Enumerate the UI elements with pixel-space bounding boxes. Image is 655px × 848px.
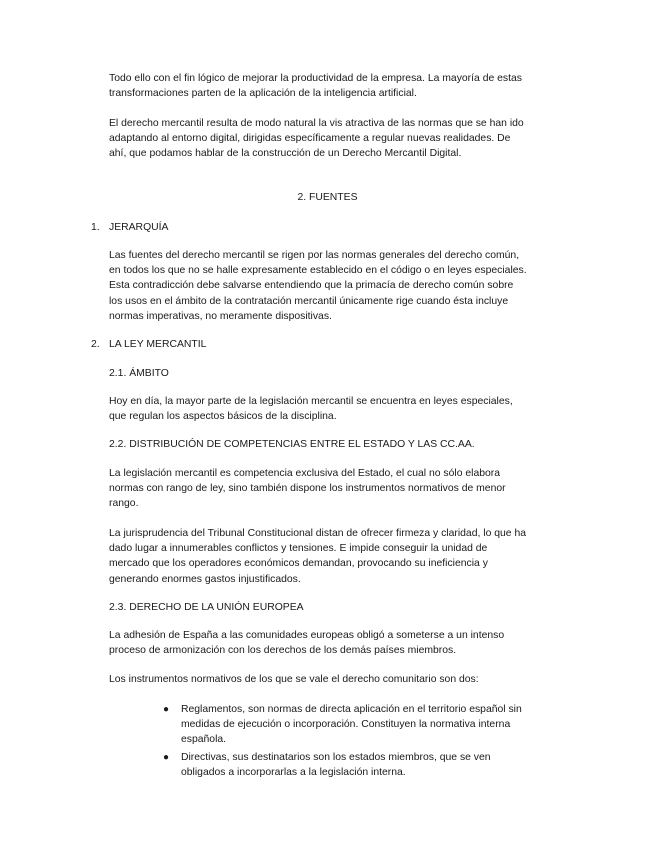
subheading-2-2: 2.2. DISTRIBUCIÓN DE COMPETENCIAS ENTRE EL ESTADO Y LAS CC.AA. bbox=[109, 439, 475, 450]
paragraph-2-1: Hoy en día, la mayor parte de la legislación mercantil se encuentra en leyes especiales, que regulan los aspectos básicos de la disciplina. bbox=[109, 396, 513, 423]
paragraph-2-2b: La jurisprudencia del Tribunal Constitucional distan de ofrecer firmeza y claridad, lo que ha dado lugar a innumerables conflictos y tensiones. E impide conseguir la unidad de mercado que los operadores económicos demandan, provocando su ineficiencia y generando enormes gastos injustificados. bbox=[109, 528, 527, 585]
item-2-number: 2. bbox=[91, 339, 100, 350]
list-item-text: Directivas, sus destinatarios son los estados miembros, que se ven obligados a incorporarlas a la legislación interna. bbox=[181, 751, 491, 778]
section-title: 2. FUENTES bbox=[297, 192, 358, 203]
paragraph-2-3b: Los instrumentos normativos de los que se vale el derecho comunitario son dos: bbox=[109, 674, 479, 685]
bullet-list bbox=[163, 702, 523, 782]
paragraph-jerarquia: Las fuentes del derecho mercantil se rigen por las normas generales del derecho común, en todos los que no se halle expresamente establecido en el código o en leyes especiales. Esta contradicción debe salvarse entendiendo que la primacía de derecho común sobre los usos en el ámbito de la contratación mercantil únicamente rige cuando ésta incluye normas imperativas, no meramente dispositivas. bbox=[109, 250, 527, 322]
list-item-text: Reglamentos, son normas de directa aplicación en el territorio español sin medidas de ejecución o incorporación. Constituyen la normativa interna española. bbox=[181, 704, 522, 746]
paragraph-2-3a: La adhesión de España a las comunidades europeas obligó a someterse a un intenso proceso de armonización con los derechos de los demás países miembros. bbox=[109, 630, 505, 657]
subheading-2-1: 2.1. ÁMBITO bbox=[109, 368, 169, 379]
subheading-2-3: 2.3. DERECHO DE LA UNIÓN EUROPEA bbox=[109, 602, 304, 613]
item-1-heading: JERARQUÍA bbox=[109, 222, 169, 233]
paragraph-intro-2: El derecho mercantil resulta de modo natural la vis atractiva de las normas que se han ido adaptando al entorno digital, dirigidas específicamente a regular nuevas realidades. De ahí, que podamos hablar de la construcción de un Derecho Mercantil Digital. bbox=[109, 118, 524, 160]
bullet-icon: ● bbox=[163, 704, 170, 715]
item-1-number: 1. bbox=[91, 222, 100, 233]
item-2-heading: LA LEY MERCANTIL bbox=[109, 339, 207, 350]
list-item bbox=[163, 702, 523, 748]
bullet-icon: ● bbox=[163, 751, 170, 763]
paragraph-intro-1: Todo ello con el fin lógico de mejorar la productividad de la empresa. La mayoría de estas transformaciones parten de la aplicación de la inteligencia artificial. bbox=[109, 73, 522, 100]
list-item bbox=[163, 750, 523, 780]
paragraph-2-2a: La legislación mercantil es competencia exclusiva del Estado, el cual no sólo elabora normas con rango de ley, sino también dispone los instrumentos normativos de menor rango. bbox=[109, 468, 506, 510]
